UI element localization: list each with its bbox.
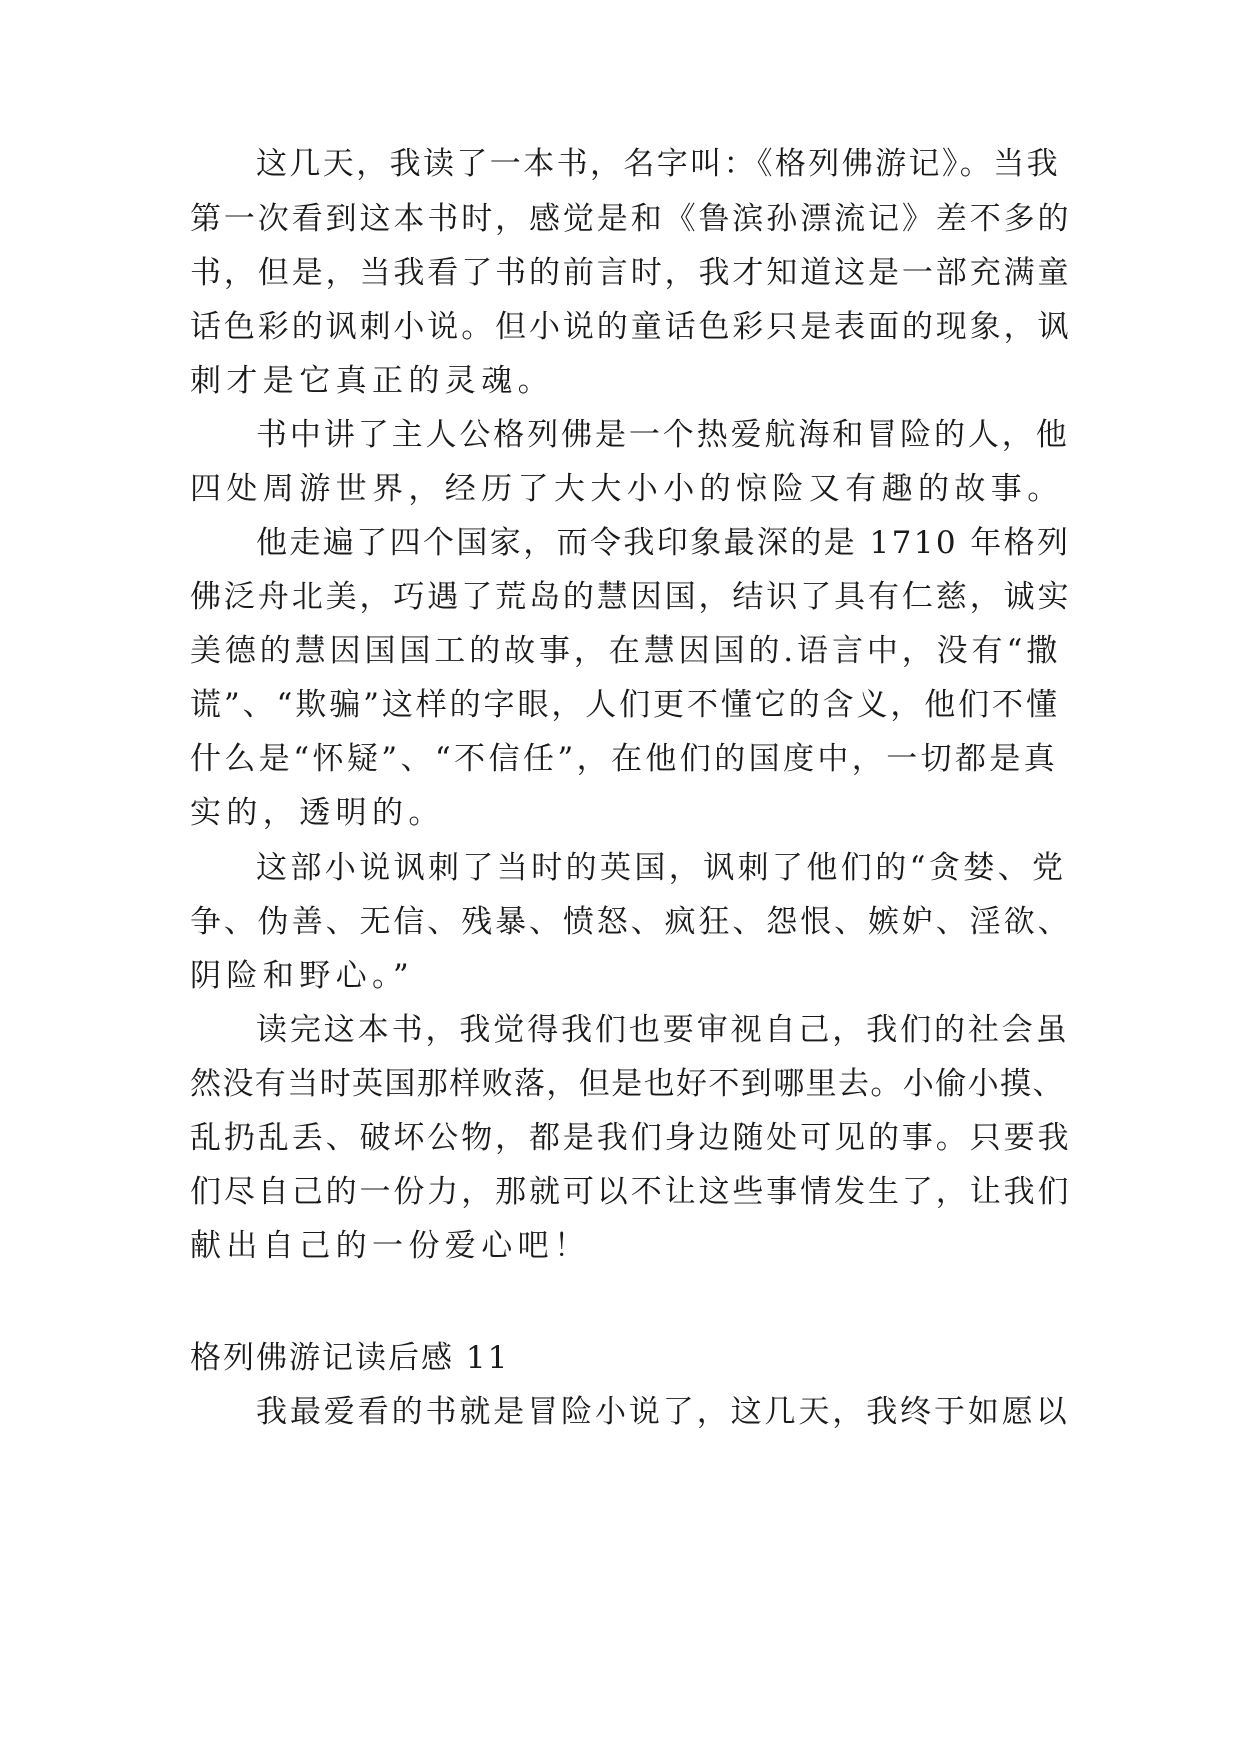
paragraph-3-line-2: 佛泛舟北美，巧遇了荒岛的慧因国，结识了具有仁慈，诚实 <box>190 579 1072 615</box>
paragraph-1-line-4: 话色彩的讽刺小说。但小说的童话色彩只是表面的现象，讽 <box>190 309 1072 345</box>
paragraph-5-line-1: 读完这本书，我觉得我们也要审视自己，我们的社会虽 <box>256 1012 1070 1048</box>
paragraph-5-line-4: 们尽自己的一份力，那就可以不让这些事情发生了，让我们 <box>190 1174 1072 1210</box>
paragraph-3-line-4: 谎”、“欺骗”这样的字眼，人们更不懂它的含义，他们不懂 <box>190 687 1060 723</box>
paragraph-1-line-3: 书，但是，当我看了书的前言时，我才知道这是一部充满童 <box>190 255 1072 291</box>
paragraph-4-line-2: 争、伪善、无信、残暴、愤怒、疯狂、怨恨、嫉妒、淫欲、 <box>190 904 1072 940</box>
paragraph-1-line-5: 刺才是它真正的灵魂。 <box>190 363 554 399</box>
paragraph-5-line-5: 献出自己的一份爱心吧！ <box>190 1228 591 1264</box>
paragraph-1-line-1: 这几天，我读了一本书，名字叫：《格列佛游记》。当我 <box>256 146 1060 182</box>
paragraph-4-line-1: 这部小说讽刺了当时的英国，讽刺了他们的“贪婪、党 <box>256 850 1067 886</box>
paragraph-5-line-2: 然没有当时英国那样败落，但是也好不到哪里去。小偷小摸、 <box>190 1066 1065 1102</box>
paragraph-2-line-2: 四处周游世界，经历了大大小小的惊险又有趣的故事。 <box>190 471 1064 507</box>
paragraph-3-line-5: 什么是“怀疑”、“不信任”，在他们的国度中，一切都是真 <box>190 741 1059 777</box>
paragraph-3-line-3: 美德的慧因国国工的故事，在慧因国的.语言中，没有“撒 <box>190 633 1062 669</box>
paragraph-1-line-2: 第一次看到这本书时，感觉是和《鲁滨孙漂流记》差不多的 <box>190 201 1072 237</box>
paragraph-3-line-6: 实的，透明的。 <box>190 795 445 831</box>
paragraph-4-line-3: 阴险和野心。” <box>190 958 415 994</box>
section-heading: 格列佛游记读后感 11 <box>190 1340 510 1376</box>
paragraph-2-line-1: 书中讲了主人公格列佛是一个热爱航海和冒险的人，他 <box>256 417 1070 453</box>
paragraph-5-line-3: 乱扔乱丢、破坏公物，都是我们身边随处可见的事。只要我 <box>190 1120 1072 1156</box>
final-paragraph-line-1: 我最爱看的书就是冒险小说了，这几天，我终于如愿以 <box>256 1394 1070 1430</box>
paragraph-3-line-1: 他走遍了四个国家，而令我印象最深的是 1710 年格列 <box>256 525 1071 561</box>
